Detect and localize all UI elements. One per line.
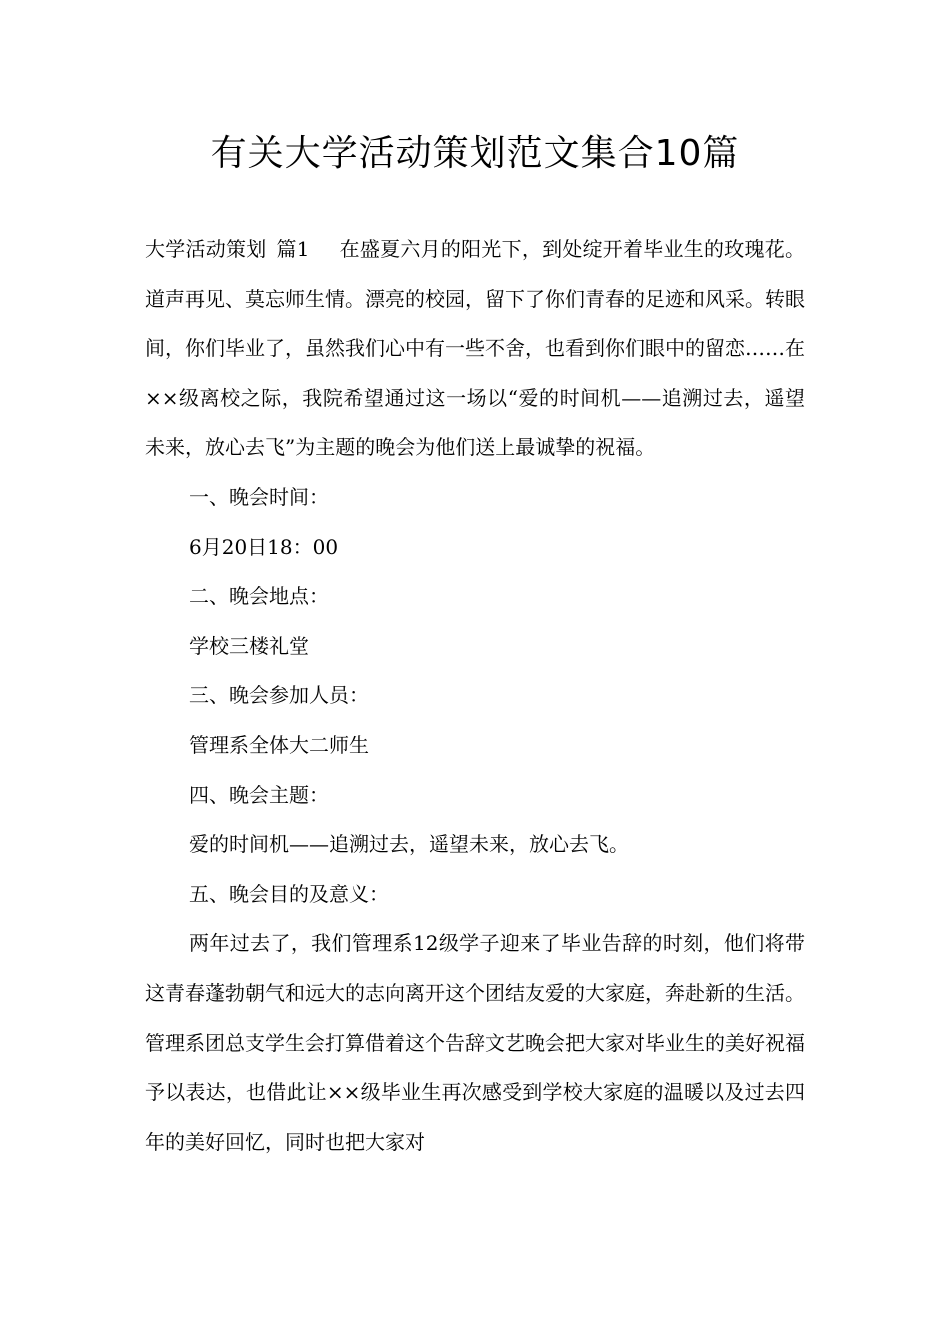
section-content-time: 6月20日18：00 bbox=[189, 534, 339, 559]
intro-part: 篇1 bbox=[276, 237, 310, 261]
intro-paragraph bbox=[145, 225, 805, 473]
section-content-purpose: 两年过去了，我们管理系12级学子迎来了毕业告辞的时刻，他们将带这青春蓬勃朝气和远大的志向离开这个团结友爱的大家庭，奔赴新的生活。管理系团总支学生会打算借着这个告辞文艺晚会把大家对毕业生的美好祝福予以表达，也借此让××级毕业生再次感受到学校大家庭的温暖以及过去四年的美好回忆，同时也把大家对 bbox=[145, 931, 805, 1154]
section-heading-participants: 三、晚会参加人员： bbox=[189, 683, 369, 708]
section-heading-theme: 四、晚会主题： bbox=[189, 782, 329, 807]
section-content-participants: 管理系全体大二师生 bbox=[189, 732, 369, 757]
document-title: 有关大学活动策划范文集合10篇 bbox=[210, 133, 740, 174]
section-heading-purpose: 五、晚会目的及意义： bbox=[189, 881, 389, 906]
section-heading-time: 一、晚会时间： bbox=[189, 484, 329, 509]
section-content-place: 学校三楼礼堂 bbox=[189, 633, 309, 658]
intro-label: 大学活动策划 bbox=[145, 237, 267, 261]
section-heading-place: 二、晚会地点： bbox=[189, 584, 329, 609]
section-content-theme: 爱的时间机——追溯过去，遥望未来，放心去飞。 bbox=[189, 832, 629, 857]
intro-text: 在盛夏六月的阳光下，到处绽开着毕业生的玫瑰花。道声再见、莫忘师生情。漂亮的校园，留下了你们青春的足迹和风采。转眼间，你们毕业了，虽然我们心中有一些不舍，也看到你们眼中的留恋……在××级离校之际，我院希望通过这一场以“爱的时间机——追溯过去，遥望未来，放心去飞”为主题的晚会为他们送上最诚挚的祝福。 bbox=[145, 237, 805, 460]
document-body bbox=[145, 225, 805, 1167]
